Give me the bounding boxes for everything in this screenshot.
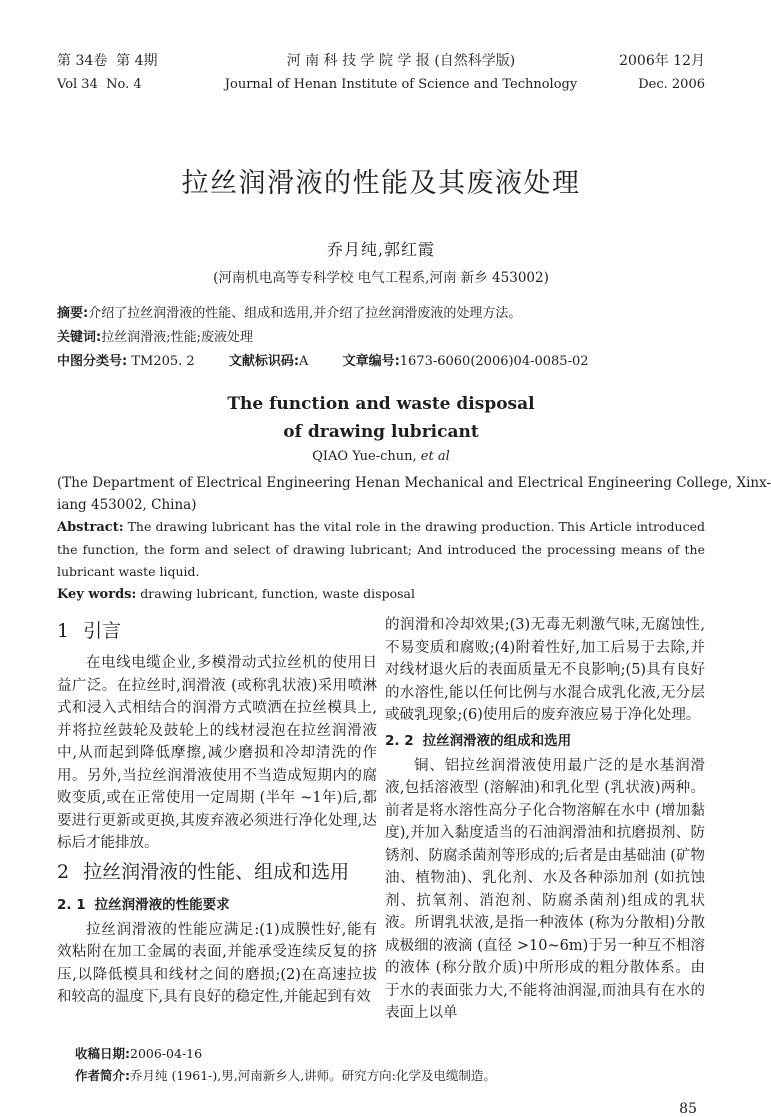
volume-issue-cn: 第 34卷 第 4期 bbox=[57, 53, 158, 69]
authors-cn: 乔月纯,郭红霞 bbox=[326, 240, 436, 259]
page-number: 85 bbox=[679, 1100, 697, 1117]
subsection-2-2-number: 2. 2 bbox=[385, 732, 414, 749]
header-date bbox=[585, 50, 705, 96]
journal-header bbox=[57, 50, 705, 96]
abstract-text-cn: 介绍了拉丝润滑液的性能、组成和选用,并介绍了拉丝润滑废液的处理方法。 bbox=[88, 306, 522, 321]
article-id-label: 文章编号: bbox=[342, 354, 400, 369]
paragraph-performance: 拉丝润滑液的性能应满足:(1)成膜性好,能有效粘附在加工金属的表面,并能承受连续反复的挤压,以降低模具和线材之间的磨损;(2)在高速拉拔和较高的温度下,具有良好的稳定性,并能起到有效 bbox=[57, 921, 377, 1005]
keywords-text-cn: 拉丝润滑液;性能;废液处理 bbox=[101, 330, 253, 345]
section-1-number: 1 bbox=[57, 620, 70, 642]
abstract-text-en: The drawing lubricant has the vital role in the drawing production. This Article introduced the function, the form and select of drawing lubricant; And introduced the processing means of the lubricant waste liquid. bbox=[57, 519, 705, 579]
date-en: Dec. 2006 bbox=[638, 77, 705, 92]
affiliation-en-line1: (The Department of Electrical Engineering Henan Mechanical and Electrical Engineering College, Xinx- bbox=[57, 475, 771, 491]
article-id-value: 1673-6060(2006)04-0085-02 bbox=[399, 354, 589, 369]
section-1-heading bbox=[57, 616, 377, 646]
abstract-label-cn: 摘要: bbox=[57, 306, 89, 321]
title-en-line1: The function and waste disposal bbox=[227, 394, 535, 414]
keywords-label-cn: 关键词: bbox=[57, 330, 102, 345]
author-bio-value: 乔月纯 (1961-),男,河南新乡人,讲师。研究方向:化学及电缆制造。 bbox=[130, 1067, 496, 1083]
section-2-heading bbox=[57, 857, 377, 887]
journal-name-cn: 河 南 科 技 学 院 学 报 (自然科学版) bbox=[286, 53, 516, 69]
section-2-number: 2 bbox=[57, 860, 70, 883]
received-date-row bbox=[75, 1043, 705, 1065]
subsection-2-2-heading bbox=[385, 729, 705, 753]
body-columns bbox=[57, 614, 705, 1025]
doc-code-value: A bbox=[299, 354, 309, 369]
keywords-row-cn bbox=[57, 326, 705, 350]
received-date-label: 收稿日期: bbox=[75, 1045, 130, 1061]
author-en-etal: et al bbox=[420, 449, 450, 464]
paragraph-intro: 在电线电缆企业,多模滑动式拉丝机的使用日益广泛。在拉丝时,润滑液 (或称乳状液)采用喷淋式和浸入式相结合的润滑方式喷洒在拉丝模具上,并将拉丝鼓轮及鼓轮上的线材浸泡在拉丝润滑液中,从而起到降低摩擦,减少磨损和冷却清洗的作用。另外,当拉丝润滑液使用不当造成短期内的腐败变质,或在正常使用一定周期 (半年 ~1年)后,都要进行更新或更换,其废弃液必须进行净化处理,达标后才能排放。 bbox=[57, 655, 377, 851]
paragraph-composition: 铜、铝拉丝润滑液使用最广泛的是水基润滑液,包括溶液型 (溶解油)和乳化型 (乳状液)两种。前者是将水溶性高分子化合物溶解在水中 (增加黏度),并加入黏度适当的石油润滑油和抗磨损剂、防锈剂、防腐杀菌剂等形成的;后者是由基础油 (矿物油、植物油)、乳化剂、水及各种添加剂 (如抗蚀剂、抗氧剂、消泡剂、防腐杀菌剂)组成的乳状液。所谓乳状液,是指一种液体 (称为分散相)分散成极细的液滴 (直径 >10~6m)于另一种互不相溶的液体 (称分散介质)中所形成的粗分散体系。由于水的表面张力大,不能将油润湿,而油具有在水的表面上以单 bbox=[385, 757, 705, 1021]
keywords-text-en: drawing lubricant, function, waste disposal bbox=[140, 586, 415, 601]
author-en-name: QIAO Yue-chun, bbox=[312, 449, 417, 464]
paragraph-performance-continued: 的润滑和冷却效果;(3)无毒无刺激气味,无腐蚀性,不易变质和腐败;(4)附着性好,加工后易于去除,并对线材退火后的表面质量无不良影响;(5)具有良好的水溶性,能以任何比例与水混合成乳化液,无分层或破乳现象;(6)使用后的废弃液应易于净化处理。 bbox=[385, 617, 705, 723]
title-en-line2: of drawing lubricant bbox=[283, 422, 479, 442]
header-journal-name bbox=[217, 50, 585, 96]
keywords-label-en: Key words: bbox=[57, 587, 137, 602]
article-title-cn: 拉丝润滑液的性能及其废液处理 bbox=[181, 168, 581, 199]
journal-name-en: Journal of Henan Institute of Science and Technology bbox=[224, 77, 578, 92]
abstract-en bbox=[57, 516, 705, 583]
received-date-value: 2006-04-16 bbox=[130, 1045, 203, 1061]
affiliation-en bbox=[57, 472, 771, 516]
section-2-title: 拉丝润滑液的性能、组成和选用 bbox=[83, 860, 350, 883]
author-bio-row bbox=[75, 1065, 705, 1087]
affiliation-en-line2: iang 453002, China) bbox=[57, 497, 197, 513]
subsection-2-1-number: 2. 1 bbox=[57, 896, 86, 913]
affiliation-cn: (河南机电高等专科学校 电气工程系,河南 新乡 453002) bbox=[213, 270, 549, 286]
abstract-label-en: Abstract: bbox=[57, 520, 124, 535]
date-cn: 2006年 12月 bbox=[619, 53, 705, 69]
subsection-2-1-title: 拉丝润滑液的性能要求 bbox=[94, 896, 230, 913]
clc-value: TM205. 2 bbox=[131, 354, 195, 369]
keywords-en bbox=[57, 583, 705, 606]
left-column bbox=[57, 614, 377, 1025]
article-title-en bbox=[57, 390, 705, 446]
right-column bbox=[385, 614, 705, 1025]
author-bio-label: 作者简介: bbox=[75, 1067, 130, 1083]
subsection-2-2-title: 拉丝润滑液的组成和选用 bbox=[422, 732, 572, 749]
authors-en bbox=[57, 448, 705, 466]
header-volume-issue bbox=[57, 50, 217, 96]
doc-code-label: 文献标识码: bbox=[228, 354, 300, 369]
clc-label: 中图分类号: bbox=[57, 354, 128, 369]
abstract-row-cn bbox=[57, 302, 705, 326]
classification-row bbox=[57, 350, 705, 374]
subsection-2-1-heading bbox=[57, 893, 377, 917]
cn-meta-block bbox=[57, 302, 705, 374]
footnote-block bbox=[57, 1043, 705, 1087]
volume-issue-en: Vol 34 No. 4 bbox=[57, 77, 142, 92]
section-1-title: 引言 bbox=[83, 620, 122, 642]
